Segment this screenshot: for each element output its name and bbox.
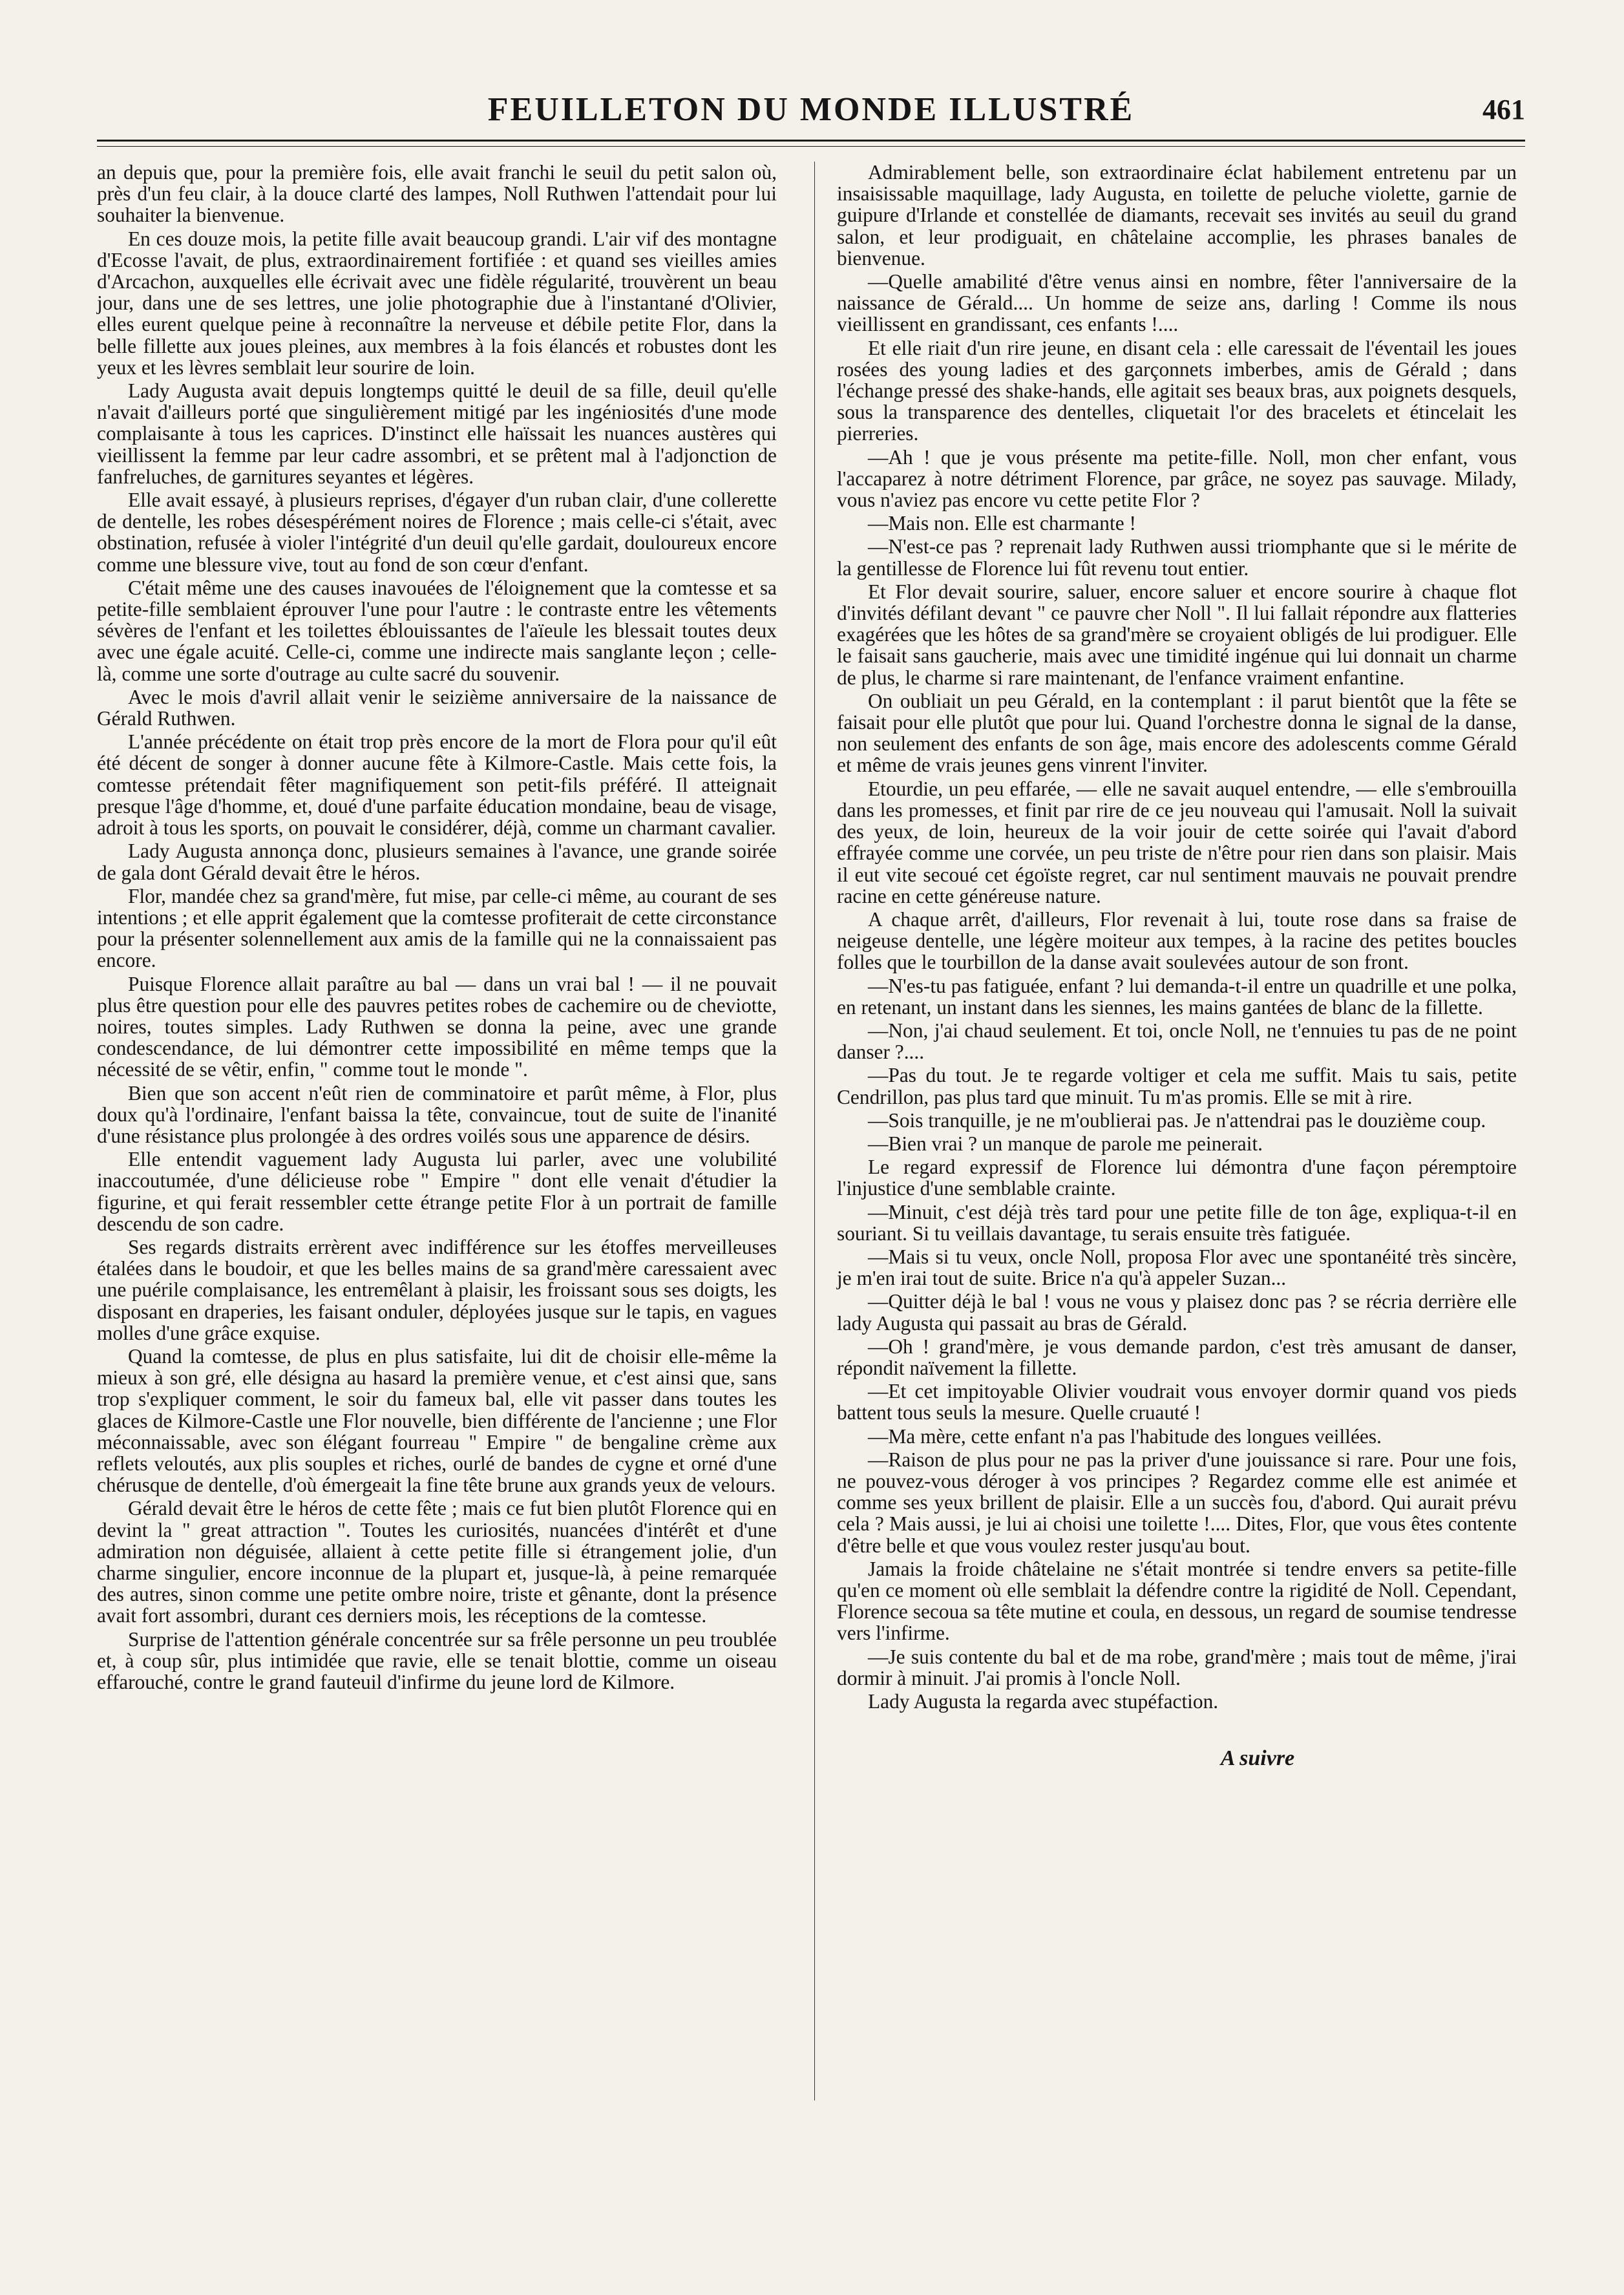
right-column xyxy=(837,162,1517,1769)
paragraph: —Raison de plus pour ne pas la priver d'une jouissance si rare. Pour une fois, ne pouvez-vous déroger à vos principes ? Regardez comme elle est animée et comme ses yeux brillent de plaisir. Elle a un succès fou, d'abord. Qui aurait prévu cela ? Mais aussi, je lui ai choisi une toilette !.... Dites, Flor, que vous êtes contente d'être belle et que vous voulez rester jusqu'au bout. xyxy=(837,1448,1517,1557)
paragraph: Lady Augusta annonça donc, plusieurs semaines à l'avance, une grande soirée de gala dont Gérald devait être le héros. xyxy=(97,840,777,884)
paragraph: Le regard expressif de Florence lui démontra d'une façon péremptoire l'injustice d'une semblable crainte. xyxy=(837,1156,1517,1200)
paragraph: —Mais si tu veux, oncle Noll, proposa Flor avec une spontanéité très sincère, je m'en irai tout de suite. Brice n'a qu'à appeler Suzan... xyxy=(837,1245,1517,1290)
paragraph: Etourdie, un peu effarée, — elle ne savait auquel entendre, — elle s'embrouilla dans les promesses, et finit par rire de ce jeu nouveau qui l'amusait. Noll la suivait des yeux, de loin, heureux de la voir jouir de cette soirée qui l'avait d'abord effrayée comme une corvée, un peu triste de n'être pour rien dans son plaisir. Mais il eut vite secoué cet égoïste regret, car nul sentiment mauvais ne pouvait prendre racine en cette généreuse nature. xyxy=(837,777,1517,907)
column-divider xyxy=(814,162,815,2100)
paragraph: En ces douze mois, la petite fille avait beaucoup grandi. L'air vif des montagne d'Ecosse l'avait, de plus, extraordinairement fortifiée : et quand ses vieilles amies d'Arcachon, auxquelles elle écrivait avec une fidèle régularité, trouvèrent un beau jour, dans une de ses lettres, une jolie photographie due à l'instantané d'Olivier, elles eurent quelque peine à reconnaître la nerveuse et débile petite Flor, dans la belle fillette aux joues pleines, aux membres à la fois élancés et robustes dont les yeux et les lèvres semblait leur sourire de loin. xyxy=(97,227,777,379)
paragraph: Bien que son accent n'eût rien de comminatoire et parût même, à Flor, plus doux qu'à l'ordinaire, l'enfant baissa la tête, convaincue, tout de suite de l'inanité d'une résistance plus prolongée à des ordres voilés sous une apparence de désirs. xyxy=(97,1081,777,1147)
paragraph: A chaque arrêt, d'ailleurs, Flor revenait à lui, toute rose dans sa fraise de neigeuse dentelle, une légère moiteur aux tempes, à la racine des petites boucles folles que le tourbillon de la danse avait soulevées autour de son front. xyxy=(837,907,1517,974)
paragraph: L'année précédente on était trop près encore de la mort de Flora pour qu'il eût été décent de songer à donner aucune fête à Kilmore-Castle. Mais cette fois, la comtesse prétendait fêter magnifiquement son petit-fils préféré. Il atteignait presque l'âge d'homme, et, doué d'une parfaite éducation mondaine, beau de visage, adroit à tous les sports, on pouvait le considérer, déjà, comme un charmant cavalier. xyxy=(97,730,777,840)
to-be-continued: A suivre xyxy=(1220,1746,1295,1771)
running-title: FEUILLETON DU MONDE ILLUSTRÉ xyxy=(487,91,1135,128)
paragraph: Puisque Florence allait paraître au bal — dans un vrai bal ! — il ne pouvait plus être question pour elle des pauvres petites robes de cachemire ou de cheviotte, noires, toutes simples. Lady Ruthwen se donna la peine, avec une grande condescendance, de lui démontrer cette impossibilité en même temps que la nécessité de se vêtir, enfin, " comme tout le monde ". xyxy=(97,972,777,1081)
paragraph: —Ah ! que je vous présente ma petite-fille. Noll, mon cher enfant, vous l'accaparez à notre détriment Florence, par grâce, ne soyez pas sauvage. Milady, vous n'aviez pas encore vu cette petite Flor ? xyxy=(837,445,1517,512)
paragraph: —Je suis contente du bal et de ma robe, grand'mère ; mais tout de même, j'irai dormir à minuit. J'ai promis à l'oncle Noll. xyxy=(837,1645,1517,1689)
paragraph: an depuis que, pour la première fois, elle avait franchi le seuil du petit salon où, près d'un feu clair, à la douce clarté des lampes, Noll Ruthwen l'attendait pour lui souhaiter la bienvenue. xyxy=(97,161,777,227)
paragraph: —Minuit, c'est déjà très tard pour une petite fille de ton âge, expliqua-t-il en souriant. Si tu veillais davantage, tu serais ensuite très fatiguée. xyxy=(837,1200,1517,1245)
page-number: 461 xyxy=(1482,94,1525,125)
paragraph: —Ma mère, cette enfant n'a pas l'habitude des longues veillées. xyxy=(868,1424,1382,1448)
page-header xyxy=(97,89,1525,141)
paragraph: —N'es-tu pas fatiguée, enfant ? lui demanda-t-il entre un quadrille et une polka, en retenant, un instant dans les siennes, les mains gantées de blanc de la fillette. xyxy=(837,974,1517,1019)
header-rule-thin xyxy=(97,146,1525,147)
paragraph: On oubliait un peu Gérald, en la contemplant : il parut bientôt que la fête se faisait pour elle plutôt que pour lui. Quand l'orchestre donna le signal de la danse, non seulement des enfants de son âge, mais encore des adolescents comme Gérald et même de vrais jeunes gens vinrent l'inviter. xyxy=(837,689,1517,777)
paragraph: —N'est-ce pas ? reprenait lady Ruthwen aussi triomphante que si le mérite de la gentillesse de Florence lui fût revenu tout entier. xyxy=(837,535,1517,580)
paragraph: —Oh ! grand'mère, je vous demande pardon, c'est très amusant de danser, répondit naïvement la fillette. xyxy=(837,1335,1517,1379)
paragraph: Elle avait essayé, à plusieurs reprises, d'égayer d'un ruban clair, d'une collerette de dentelle, les robes désespérément noires de Florence ; mais celle-ci s'était, avec obstination, refusée à violer l'intégrité d'un deuil qu'elle gardait, douloureux encore comme une blessure vive, tout au fond de son cœur d'enfant. xyxy=(97,489,777,576)
paragraph: —Et cet impitoyable Olivier voudrait vous envoyer dormir quand vos pieds battent tous seuls la mesure. Quelle cruauté ! xyxy=(837,1380,1517,1424)
header-rule xyxy=(97,140,1525,142)
paragraph: C'était même une des causes inavouées de l'éloignement que la comtesse et sa petite-fille semblaient éprouver l'une pour l'autre : le contraste entre les vêtements sévères de l'enfant et les toilettes éblouissantes de l'aïeule les blessait toutes deux avec une égale acuité. Celle-ci, comme une indirecte mais sanglante leçon ; celle-là, comme une sorte d'outrage au culte sacré du souvenir. xyxy=(97,576,777,685)
paragraph: Elle entendit vaguement lady Augusta lui parler, avec une volubilité inaccoutumée, d'une délicieuse robe " Empire " dont elle venait d'étudier la figurine, et qui ferait ressembler cette étrange petite Flor à un portrait de famille descendu de son cadre. xyxy=(97,1148,777,1235)
paragraph: Jamais la froide châtelaine ne s'était montrée si tendre envers sa petite-fille qu'en ce moment où elle semblait la défendre contre la rigidité de Noll. Cependant, Florence secoua sa tête mutine et coula, en dessous, un regard de soumise tendresse vers l'infirme. xyxy=(837,1557,1517,1645)
paragraph: Ses regards distraits errèrent avec indifférence sur les étoffes merveilleuses étalées dans le boudoir, et que les belles mains de sa grand'mère caressaient avec une puérile complaisance, les entremêlant à plaisir, les froissant sous ses doigts, les disposant en draperies, les faisant onduler, déployées jusque sur le tapis, en vagues molles d'une grâce exquise. xyxy=(97,1235,777,1344)
paragraph: Lady Augusta avait depuis longtemps quitté le deuil de sa fille, deuil qu'elle n'avait d'ailleurs porté que singulièrement mitigé par les ingéniosités d'une mode complaisante à tous les caprices. D'instinct elle haïssait les nuances austères qui vieillissent la femme par leur cadre assombri, et se prêtent mal à l'adjonction de fanfreluches, de garnitures seyantes et légères. xyxy=(97,379,777,488)
paragraph: —Non, j'ai chaud seulement. Et toi, oncle Noll, ne t'ennuies tu pas de ne point danser ?.... xyxy=(837,1019,1517,1064)
left-column xyxy=(97,162,777,1693)
paragraph: Gérald devait être le héros de cette fête ; mais ce fut bien plutôt Florence qui en devint la " great attraction ". Toutes les curiosités, nuancées d'intérêt et d'une admiration non déguisée, allaient à cette petite fille si étrangement jolie, d'un charme singulier, encore inconnue de la plupart et, jusque-là, à peine remarquée des autres, sinon comme une petite ombre noire, triste et gênante, dont la présence avait fort assombri, durant ces derniers mois, les réceptions de la comtesse. xyxy=(97,1497,777,1627)
paragraph: —Quitter déjà le bal ! vous ne vous y plaisez donc pas ? se récria derrière elle lady Augusta qui passait au bras de Gérald. xyxy=(837,1290,1517,1335)
paragraph: —Pas du tout. Je te regarde voltiger et cela me suffit. Mais tu sais, petite Cendrillon, pas plus tard que minuit. Tu m'as promis. Elle se mit à rire. xyxy=(837,1064,1517,1108)
paragraph: Flor, mandée chez sa grand'mère, fut mise, par celle-ci même, au courant de ses intentions ; et elle apprit également que la comtesse profiterait de cette circonstance pour la présenter solennellement aux amis de la famille qui ne la connaissaient pas encore. xyxy=(97,884,777,972)
paragraph: Et Flor devait sourire, saluer, encore saluer et encore sourire à chaque flot d'invités défilant devant " ce pauvre cher Noll ". Il lui fallait répondre aux flatteries exagérées que les hôtes de sa grand'mère se croyaient obligés de lui prodiguer. Elle le faisait sans gaucherie, mais avec une timidité ingénue qui lui donnait un charme de plus, le charme si rare maintenant, de l'enfance vraiment enfantine. xyxy=(837,580,1517,689)
paragraph: —Mais non. Elle est charmante ! xyxy=(868,512,1136,535)
paragraph: Quand la comtesse, de plus en plus satisfaite, lui dit de choisir elle-même la mieux à son gré, elle désigna au hasard la première venue, et c'est ainsi que, sans trop s'expliquer comment, le soir du fameux bal, elle vit passer dans toutes les glaces de Kilmore-Castle une Flor nouvelle, bien différente de l'ancienne ; une Flor méconnaissable, avec son élégant fourreau " Empire " de bengaline crème aux reflets veloutés, aux plis souples et riches, ourlé de bandes de cygne et orné d'une chérusque de dentelle, d'où émergeait la fine tête brune aux grands yeux de velours. xyxy=(97,1344,777,1497)
paragraph: —Bien vrai ? un manque de parole me peinerait. xyxy=(868,1132,1263,1155)
paragraph: Lady Augusta la regarda avec stupéfaction. xyxy=(868,1690,1219,1713)
paragraph: Et elle riait d'un rire jeune, en disant cela : elle caressait de l'éventail les joues rosées des young ladies et des garçonnets imberbes, amis de Gérald ; dans l'échange pressé des shake-hands, elle agitait ses beaux bras, aux poignets desquels, sous la transparence des dentelles, cliquetait l'or des bracelets et étincelait les pierreries. xyxy=(837,336,1517,445)
paragraph: Surprise de l'attention générale concentrée sur sa frêle personne un peu troublée et, à coup sûr, plus intimidée que ravie, elle se tenait blottie, comme un oiseau effarouché, contre le grand fauteuil d'infirme du jeune lord de Kilmore. xyxy=(97,1627,777,1694)
paragraph: —Sois tranquille, je ne m'oublierai pas. Je n'attendrai pas le douzième coup. xyxy=(868,1108,1486,1132)
paragraph: Avec le mois d'avril allait venir le seizième anniversaire de la naissance de Gérald Ruthwen. xyxy=(97,685,777,730)
paragraph: Admirablement belle, son extraordinaire éclat habilement entretenu par un insaisissable maquillage, lady Augusta, en toilette de peluche violette, garnie de guipure d'Irlande et constellée de diamants, recevait ses invités au seuil du grand salon, et leur prodiguait, en châtelaine accomplie, les phrases banales de bienvenue. xyxy=(837,161,1517,270)
paragraph: —Quelle amabilité d'être venus ainsi en nombre, fêter l'anniversaire de la naissance de Gérald.... Un homme de seize ans, darling ! Comme ils nous vieillissent en grandissant, ces enfants !.... xyxy=(837,270,1517,336)
